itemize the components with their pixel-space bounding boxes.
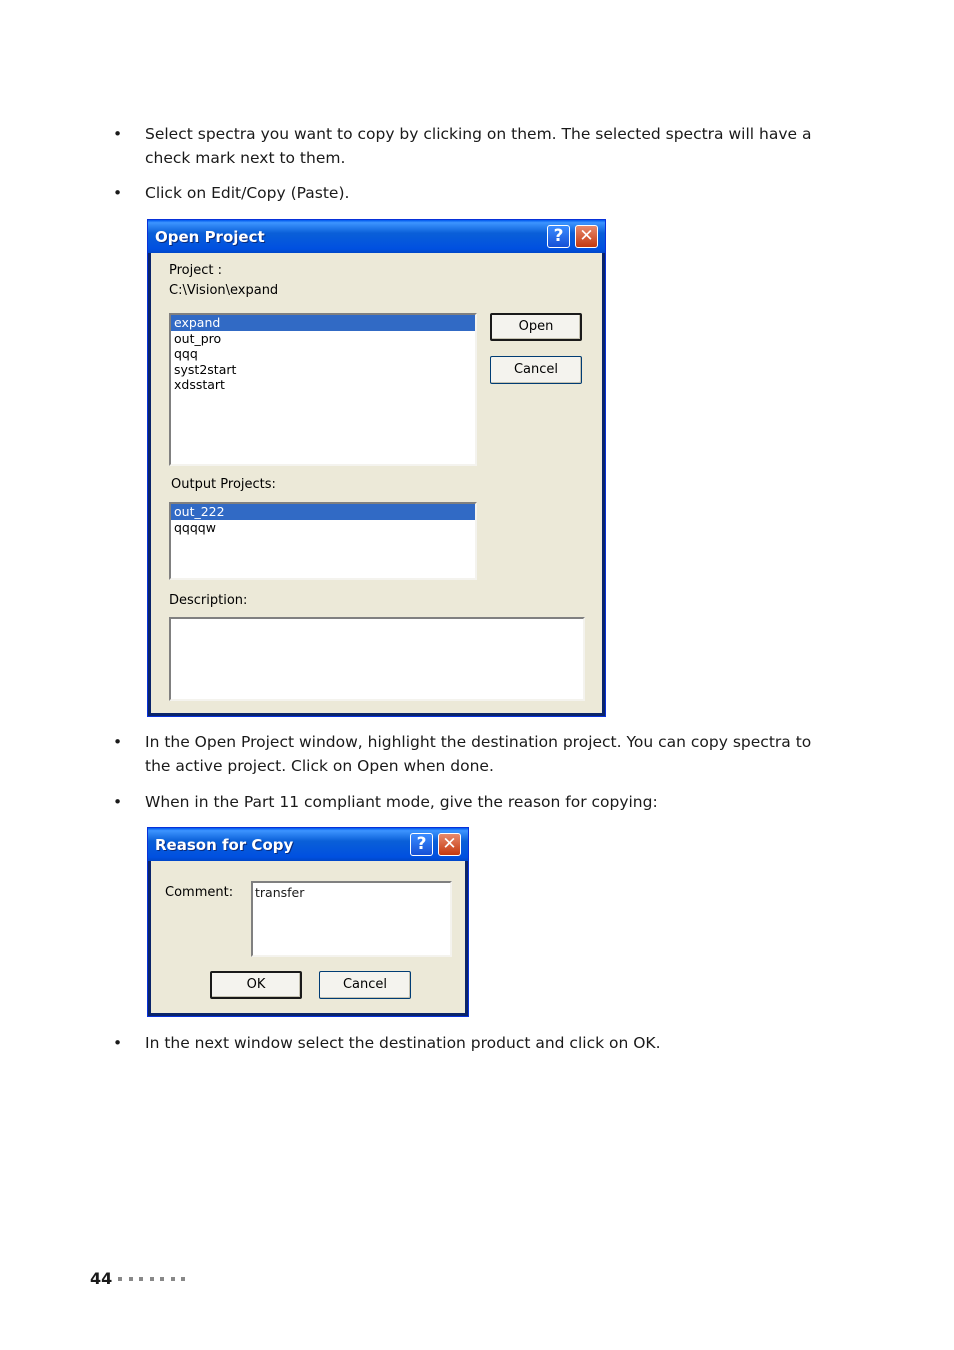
bullet-dot: • xyxy=(113,1034,123,1052)
bullet-dot: • xyxy=(113,793,123,811)
list-item[interactable]: qqq xyxy=(174,346,198,361)
bullet-item xyxy=(113,790,833,814)
list-item[interactable]: out_222 xyxy=(171,504,475,520)
comment-field[interactable]: transfer xyxy=(251,881,452,957)
close-icon: ✕ xyxy=(442,834,457,854)
bullet-item xyxy=(113,181,833,205)
title-bar[interactable] xyxy=(148,828,468,861)
bullet-text: In the next window select the destination product and click on OK. xyxy=(145,1034,661,1052)
project-list[interactable] xyxy=(169,313,477,466)
list-item[interactable]: out_pro xyxy=(174,330,222,346)
dialog-body xyxy=(151,861,465,1013)
help-icon: ? xyxy=(416,834,427,854)
output-projects-list[interactable] xyxy=(169,502,477,580)
reason-for-copy-dialog xyxy=(147,827,469,1017)
close-icon: ✕ xyxy=(579,226,594,246)
title-bar[interactable] xyxy=(148,220,605,253)
bullet-text: When in the Part 11 compliant mode, give the reason for copying: xyxy=(145,793,658,811)
bullet-text: Click on Edit/Copy (Paste). xyxy=(145,184,350,202)
ok-button[interactable]: OK xyxy=(210,971,302,999)
help-button[interactable] xyxy=(547,225,570,248)
bullet-item xyxy=(113,730,833,778)
help-button[interactable] xyxy=(410,833,433,856)
bullet-item xyxy=(113,122,833,170)
list-item[interactable]: xdsstart xyxy=(174,377,225,392)
footer-dots-decoration xyxy=(118,1277,192,1296)
list-item[interactable]: syst2start xyxy=(174,361,237,377)
description-label: Description: xyxy=(169,593,248,608)
list-item[interactable]: expand xyxy=(171,315,475,331)
bullet-item xyxy=(113,1031,833,1055)
dialog-title: Open Project xyxy=(155,228,265,246)
project-label: Project : xyxy=(169,263,222,278)
description-field[interactable] xyxy=(169,617,585,701)
bullet-text: In the Open Project window, highlight the destination project. You can copy spectra to the active project. Click on Open when done. xyxy=(145,733,812,775)
comment-label: Comment: xyxy=(165,885,234,900)
output-projects-label: Output Projects: xyxy=(171,477,276,492)
project-path: C:\Vision\expand xyxy=(169,283,279,298)
cancel-button[interactable]: Cancel xyxy=(319,971,411,999)
dialog-title: Reason for Copy xyxy=(155,836,294,854)
open-project-dialog xyxy=(147,219,606,717)
bullet-dot: • xyxy=(113,733,123,751)
bullet-text: Select spectra you want to copy by clicking on them. The selected spectra will have a check mark next to them. xyxy=(145,125,812,167)
close-button[interactable] xyxy=(438,833,461,856)
list-item[interactable]: qqqqw xyxy=(174,519,216,535)
open-button[interactable]: Open xyxy=(490,313,582,341)
dialog-body xyxy=(151,253,602,713)
bullet-dot: • xyxy=(113,125,123,143)
bullet-dot: • xyxy=(113,184,123,202)
page-number: 44 xyxy=(90,1269,113,1288)
close-button[interactable] xyxy=(575,225,598,248)
cancel-button[interactable]: Cancel xyxy=(490,356,582,384)
help-icon: ? xyxy=(553,226,564,246)
